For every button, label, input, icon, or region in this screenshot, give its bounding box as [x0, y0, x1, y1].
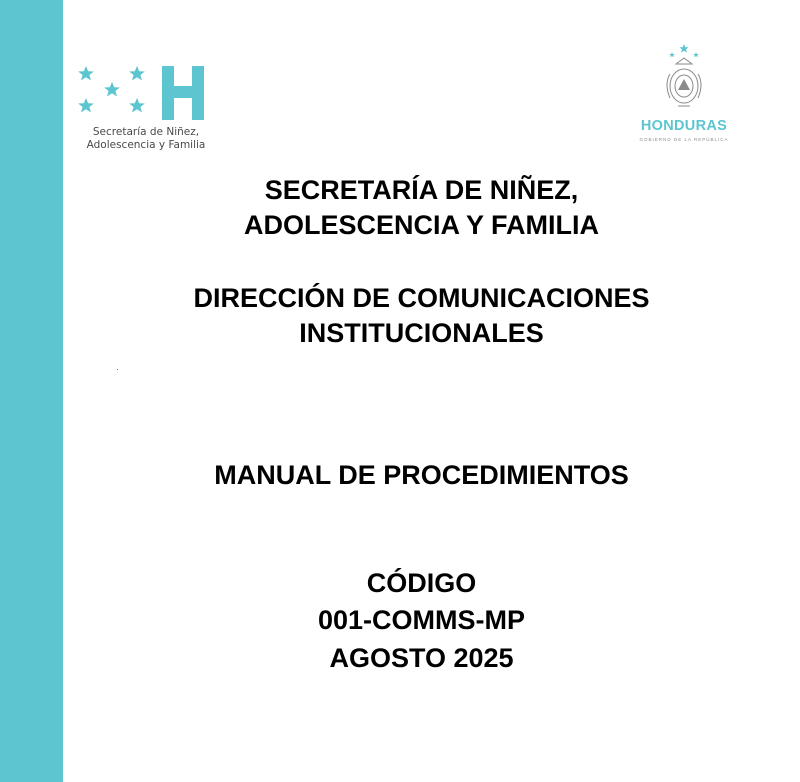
document-type: MANUAL DE PROCEDIMIENTOS [214, 460, 629, 490]
stars-icon [76, 62, 156, 122]
document-date: AGOSTO 2025 [329, 643, 514, 673]
secretaria-logo [76, 62, 216, 158]
country-name: HONDURAS [640, 118, 728, 134]
side-accent-bar [0, 0, 63, 782]
secretaria-caption: Secretaría de Niñez, Adolescencia y Familia [86, 126, 206, 151]
government-subtitle: GOBIERNO DE LA REPÚBLICA [639, 137, 729, 142]
code-value: 001-COMMS-MP [317, 605, 526, 635]
stray-dot [117, 369, 118, 370]
honduras-logo [632, 44, 736, 148]
dept-title-line1: DIRECCIÓN DE COMUNICACIONES [193, 283, 650, 313]
org-title-line2: ADOLESCENCIA Y FAMILIA [243, 210, 600, 240]
coat-of-arms-icon [660, 44, 708, 114]
dept-title-line2: INSTITUCIONALES [299, 318, 544, 348]
code-label: CÓDIGO [366, 568, 477, 598]
h-letter-icon [162, 66, 204, 120]
org-title-line1: SECRETARÍA DE NIÑEZ, [264, 175, 579, 205]
